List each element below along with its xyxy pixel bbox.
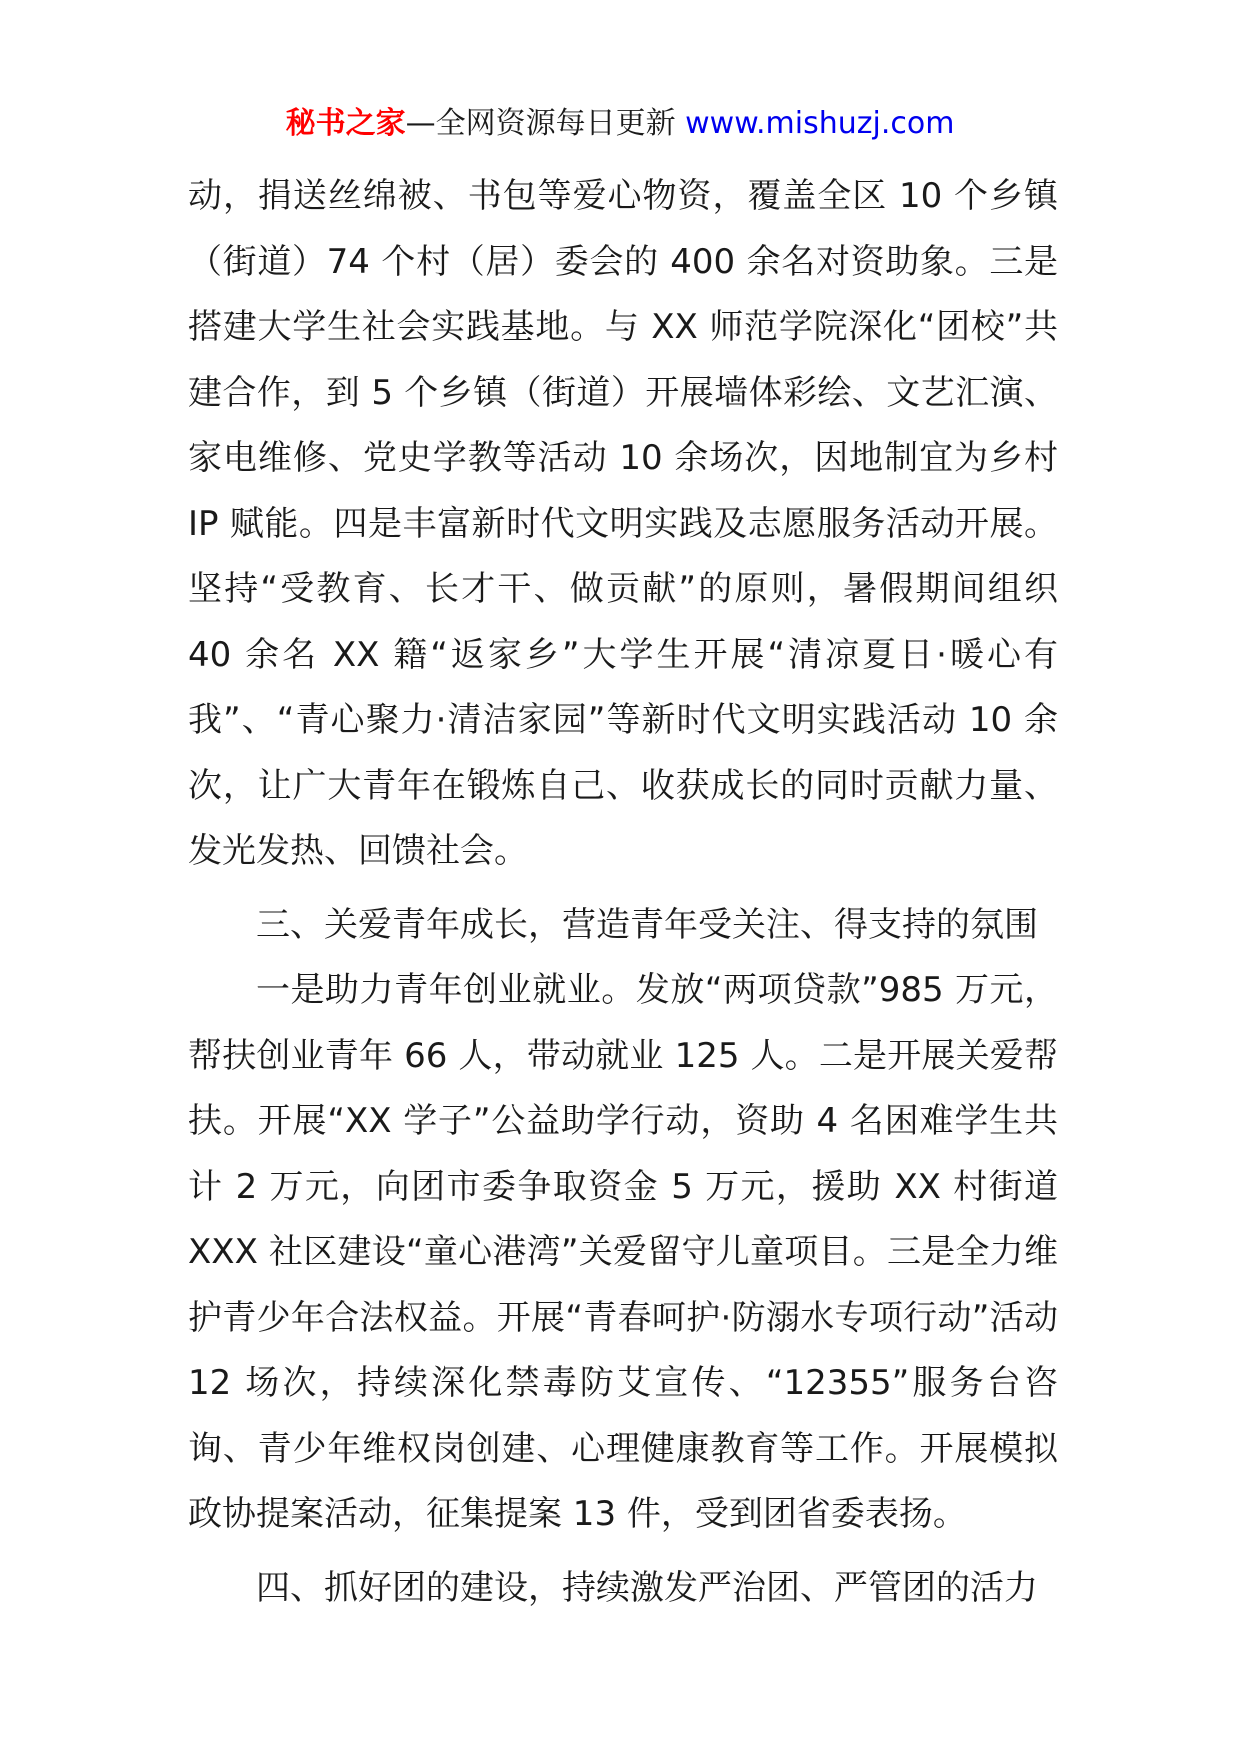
site-url-link[interactable]: www.mishuzj.com [685, 106, 955, 141]
site-header [0, 104, 1240, 144]
site-brand: 秘书之家 [285, 106, 406, 141]
document-body [188, 164, 1058, 1621]
site-tagline: —全网资源每日更新 [405, 106, 676, 141]
body-paragraph: 一是助力青年创业就业。发放“两项贷款”985 万元，帮扶创业青年 66 人，带动就业 125 人。二是开展关爱帮扶。开展“XX 学子”公益助学行动，资助 4 名困难学生共计 2 万元，向团市委争取资金 5 万元，援助 XX 村街道 XXX 社区建设“童心港湾”关爱留守儿童项目。三是全力维护青少年合法权益。开展“青春呵护·防溺水专项行动”活动 12 场次，持续深化禁毒防艾宣传、“12355”服务台咨询、青少年维权岗创建、心理健康教育等工作。开展模拟政协提案活动，征集提案 13 件，受到团省委表扬。 [188, 970, 1058, 1534]
body-paragraph: 动，捐送丝绵被、书包等爱心物资，覆盖全区 10 个乡镇（街道）74 个村（居）委会的 400 余名对资助象。三是搭建大学生社会实践基地。与 XX 师范学院深化“团校”共建合作，到 5 个乡镇（街道）开展墙体彩绘、文艺汇演、家电维修、党史学教等活动 10 余场次，因地制宜为乡村 IP 赋能。四是丰富新时代文明实践及志愿服务活动开展。坚持“受教育、长才干、做贡献”的原则，暑假期间组织 40 余名 XX 籍“返家乡”大学生开展“清凉夏日·暖心有我”、“青心聚力·清洁家园”等新时代文明实践活动 10 余次，让广大青年在锻炼自己、收获成长的同时贡献力量、发光发热、回馈社会。 [188, 176, 1058, 871]
section-heading: 四、抓好团的建设，持续激发严治团、严管团的活力 [256, 1567, 1038, 1608]
section-heading: 三、关爱青年成长，营造青年受关注、得支持的氛围 [256, 904, 1038, 945]
